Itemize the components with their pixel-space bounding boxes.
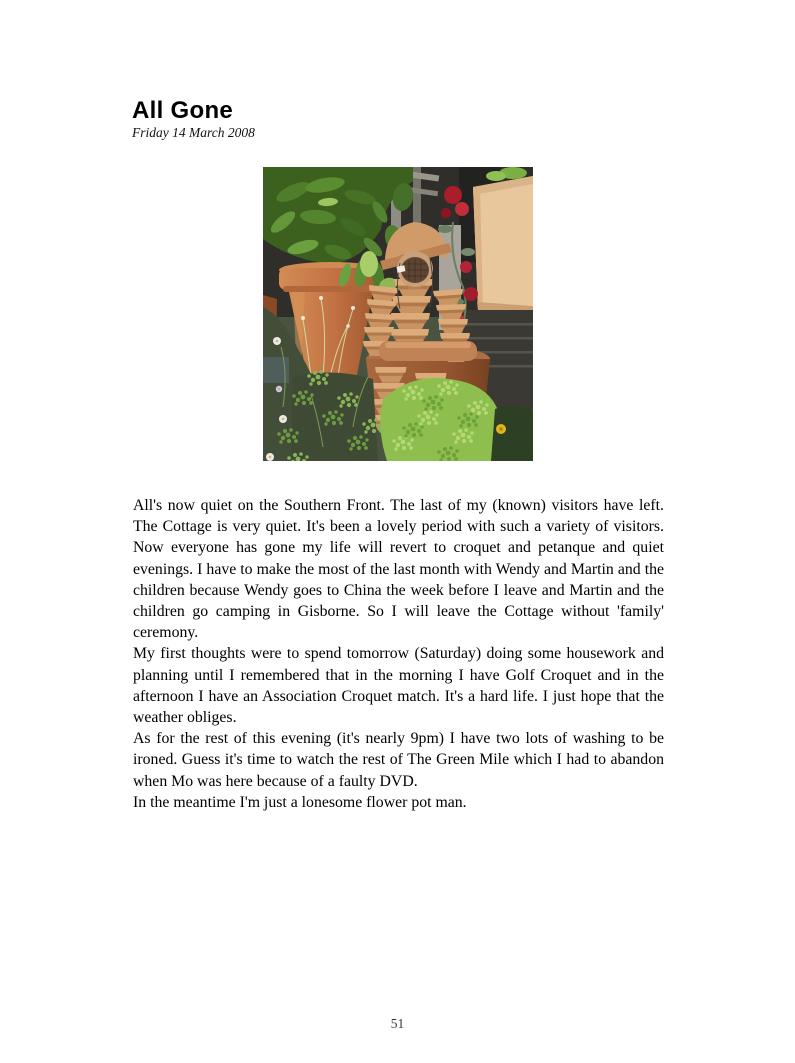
post-body: [133, 495, 664, 813]
post-date: Friday 14 March 2008: [132, 125, 255, 140]
paragraph-3: As for the rest of this evening (it's nearly 9pm) I have two lots of washing to be ironed. Guess it's time to watch the rest of The Green Mile which I had to abandon when Mo was here because of a faulty DVD.: [133, 730, 664, 790]
garden-photo-svg: [263, 167, 533, 461]
flower-pot-man-photo: [263, 167, 533, 461]
paragraph-1: All's now quiet on the Southern Front. The last of my (known) visitors have left. The Cottage is very quiet. It's been a lovely period with such a variety of visitors. Now everyone has gone my life will revert to croquet and petanque and quiet evenings. I have to make the most of the last month with Wendy and Martin and the children because Wendy goes to China the week before I leave and Martin and the children go camping in Gisborne. So I will leave the Cottage without 'family' ceremony.: [133, 497, 664, 642]
photo-dark-corner-foliage: [491, 405, 533, 461]
photo-yellow-flower: [496, 424, 506, 434]
post-title: All Gone: [132, 97, 234, 124]
paragraph-4: In the meantime I'm just a lonesome flower pot man.: [133, 793, 467, 811]
page-number: 51: [390, 1016, 405, 1031]
paragraph-2: My first thoughts were to spend tomorrow (Saturday) doing some housework and planning until I remembered that in the morning I have Golf Croquet and in the afternoon I have an Association Croquet match. It's a hard life. I just hope that the weather obliges.: [133, 645, 664, 727]
